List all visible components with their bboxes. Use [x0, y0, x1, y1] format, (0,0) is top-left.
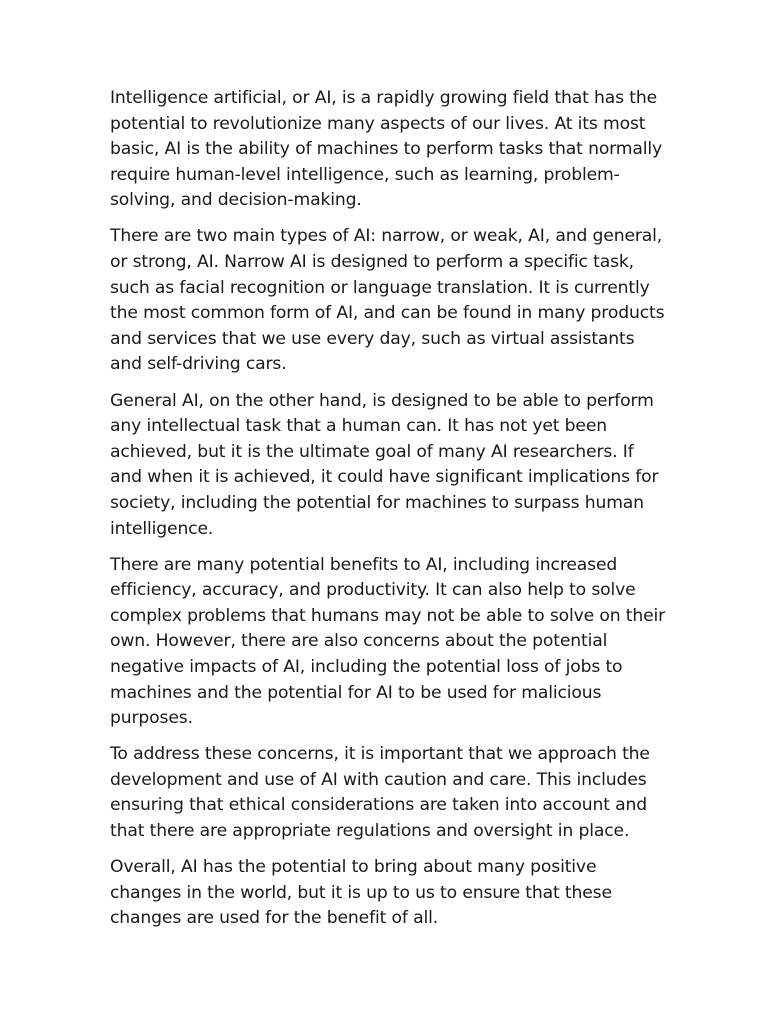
paragraph-4: There are many potential benefits to AI, including increased efficiency, accuracy, and productivity. It can also help to solve complex problems that humans may not be able to solve on their own. However, there are also concerns about the potential negative impacts of AI, including the potential loss of jobs to machines and the potential for AI to be used for malicious purposes. — [110, 554, 666, 729]
paragraph-5: To address these concerns, it is important that we approach the development and use of AI with caution and care. This includes ensuring that ethical considerations are taken into account and that there are appropriate regulations and oversight in place. — [110, 744, 650, 842]
paragraph-3: General AI, on the other hand, is designed to be able to perform any intellectual task that a human can. It has not yet been achieved, but it is the ultimate goal of many AI researchers. If and when it is achieved, it could have significant implications for society, including the potential for machines to surpass human intelligence. — [110, 390, 659, 539]
paragraph-1: Intelligence artificial, or AI, is a rapidly growing field that has the potential to revolutionize many aspects of our lives. At its most basic, AI is the ability of machines to perform tasks that normally require human-level intelligence, such as learning, problem-solving, and decision-making. — [110, 88, 663, 211]
document-body — [110, 86, 666, 942]
paragraph-2: There are two main types of AI: narrow, or weak, AI, and general, or strong, AI. Narrow AI is designed to perform a specific task, such as facial recognition or language translation. It is currently the most common form of AI, and can be found in many products and services that we use every day, such as virtual assistants and self-driving cars. — [110, 226, 665, 375]
paragraph-6: Overall, AI has the potential to bring about many positive changes in the world, but it is up to us to ensure that these changes are used for the benefit of all. — [110, 857, 612, 929]
